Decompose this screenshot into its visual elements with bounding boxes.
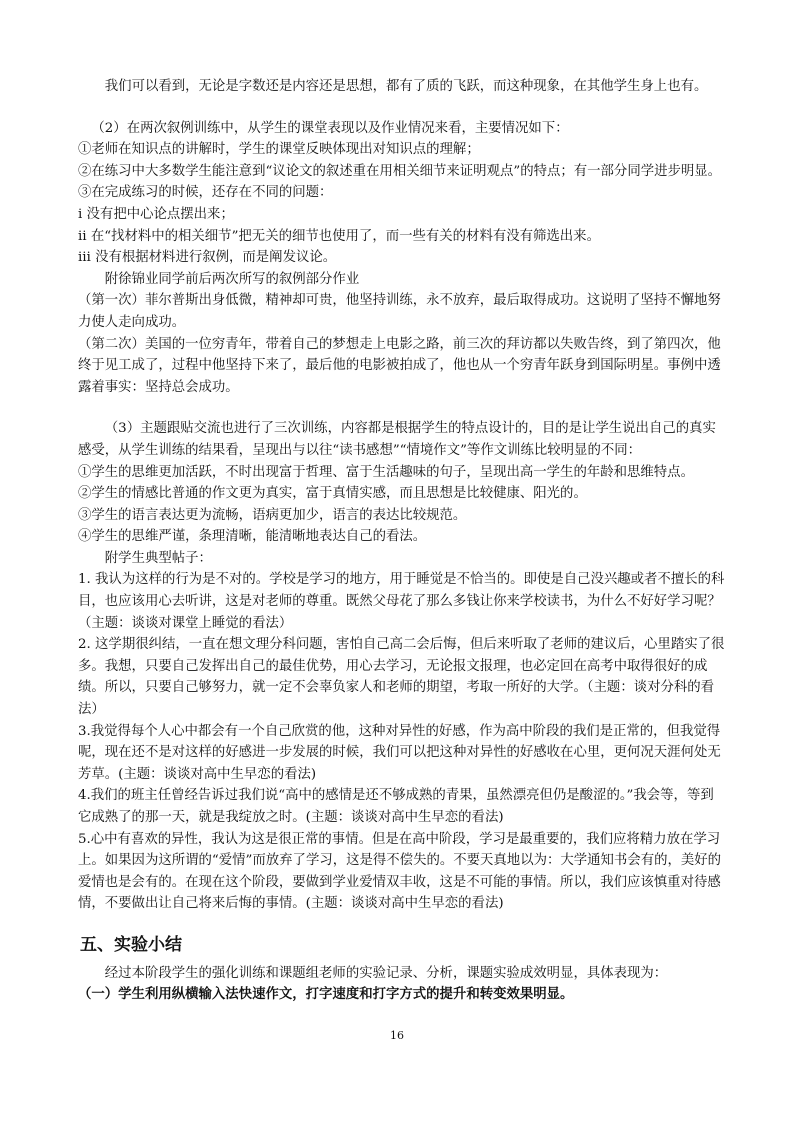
summary-intro: 经过本阶段学生的强化训练和课题组老师的实验记录、分析，课题实验成效明显，具体表现为： (104, 965, 668, 981)
list-item: ②学生的情感比普通的作文更为真实，富于真情实感，而且思想是比较健康、阳光的。 (78, 486, 587, 502)
list-item: ④学生的思维严谨，条理清晰，能清晰地表达自己的看法。 (78, 529, 427, 545)
posts-title: 附学生典型帖子： (104, 550, 212, 566)
paragraph-summary: 我们可以看到，无论是字数还是内容还是思想，都有了质的飞跃，而这种现象，在其他学生身上也有。 (104, 79, 708, 94)
spacer (78, 398, 726, 418)
list-item: ⅱ 在“找材料中的相关细节”把无关的细节也使用了，而一些有关的材料有没有筛选出来。 (78, 228, 600, 244)
list-item: ③学生的语言表达更为流畅，语病更加少，语言的表达比较规范。 (78, 507, 467, 523)
section2-intro: （2）在两次叙例训练中，从学生的课堂表现以及作业情况来看，主要情况如下： (91, 120, 569, 136)
section3-intro: （3）主题跟贴交流也进行了三次训练，内容都是根据学生的特点设计的，目的是让学生说出自己的真实感受，从学生训练的结果看，呈现出与以往“读书感想”“情境作文”等作文训练比较明显的不同： (78, 421, 716, 458)
example-paragraph: （第二次）美国的一位穷青年，带着自己的梦想走上电影之路，前三次的拜访都以失败告终，到了第四次，他终于见工成了，过程中他坚持下来了，最后他的电影被拍成了，他也从一个穷青年跃身到国际明星。事例中透露着事实：坚持总会成功。 (78, 336, 721, 395)
page-number: 16 (390, 1029, 404, 1042)
list-item: ③在完成练习的时候，还存在不同的问题： (78, 185, 333, 201)
document-body (78, 76, 726, 1006)
post-item: 5.心中有喜欢的异性，我认为这是很正常的事情。但是在高中阶段，学习是最重要的，我们应将精力放在学习上。如果因为这所谓的“爱情”而放弃了学习，这是得不偿失的。不要天真地以为：大学通知书会有的，美好的爱情也是会有的。在现在这个阶段，要做到学业爱情双丰收，这是不可能的事情。所以，我们应该慎重对待感情，不要做出让自己将来后悔的事情。(主题：谈谈对高中生早恋的看法) (78, 831, 722, 912)
example-paragraph: （第一次）菲尔普斯出身低微，精神却可贵，他坚持训练，永不放弃，最后取得成功。这说明了坚持不懈地努力使人走向成功。 (78, 293, 721, 330)
list-item: ②在练习中大多数学生能注意到“议论文的叙述重在用相关细节来证明观点”的特点；有一部分同学进步明显。 (78, 163, 722, 179)
summary-subheading: （一）学生利用纵横输入法快速作文，打字速度和打字方式的提升和转变效果明显。 (78, 986, 574, 1003)
section-heading: 五、实验小结 (80, 934, 182, 955)
list-item: ⅰ 没有把中心论点摆出来； (78, 206, 234, 222)
post-item: 2. 这学期很纠结，一直在想文理分科问题，害怕自己高二会后悔，但后来听取了老师的建议后，心里踏实了很多。我想，只要自己发挥出自己的最佳优势，用心去学习，无论报文报理，也必定回在高考中取得很好的成绩。所以，只要自己够努力，就一定不会辜负家人和老师的期望，考取一所好的大学。（主题：谈对分科的看法） (78, 637, 725, 718)
example-title: 附徐锦业同学前后两次所写的叙例部分作业 (104, 271, 360, 287)
post-item: 1. 我认为这样的行为是不对的。学校是学习的地方，用于睡觉是不恰当的。即使是自己没兴趣或者不擅长的科目，也应该用心去听讲，这是对老师的尊重。既然父母花了那么多钱让你来学校读书，为什么不好好学习呢？（主题：谈谈对课堂上睡觉的看法） (78, 572, 725, 631)
post-item: 3.我觉得每个人心中都会有一个自己欣赏的他，这种对异性的好感，作为高中阶段的我们是正常的，但我觉得呢，现在还不是对这样的好感进一步发展的时候，我们可以把这种对异性的好感收在心里，更何况天涯何处无芳草。(主题：谈谈对高中生早恋的看法) (78, 723, 721, 782)
spacer (78, 98, 726, 118)
post-item: 4.我们的班主任曾经告诉过我们说“高中的感情是还不够成熟的青果，虽然漂亮但仍是酸涩的。”我会等，等到它成熟了的那一天，就是我绽放之时。(主题：谈谈对高中生早恋的看法) (78, 788, 714, 825)
list-item: ⅲ 没有根据材料进行叙例，而是阐发议论。 (78, 250, 337, 266)
list-item: ①老师在知识点的讲解时，学生的课堂反映体现出对知识点的理解； (78, 142, 480, 158)
list-item: ①学生的思维更加活跃，不时出现富于哲理、富于生活趣味的句子，呈现出高一学生的年龄和思维特点。 (78, 464, 694, 480)
